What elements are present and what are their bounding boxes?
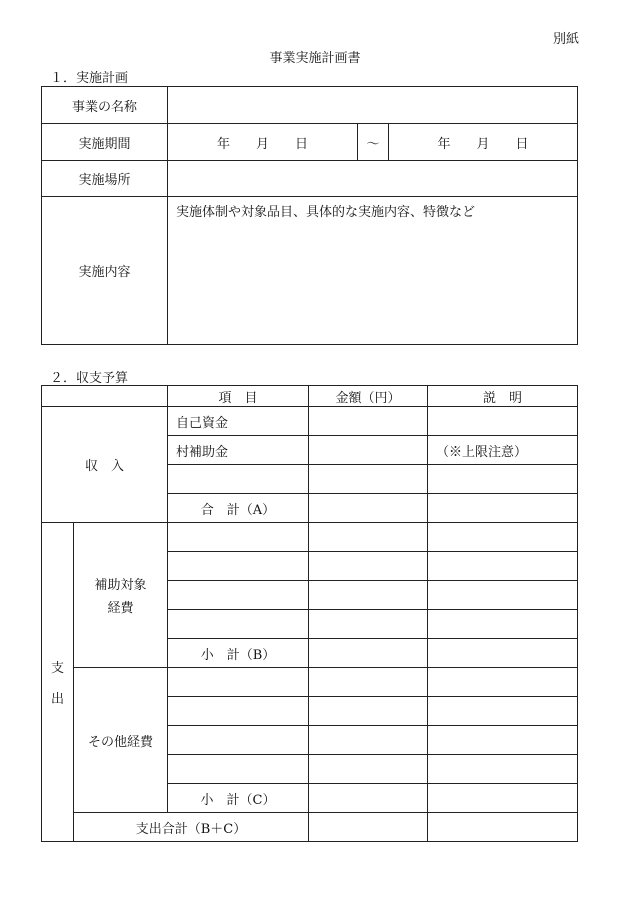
subsidy-item[interactable] (168, 581, 309, 610)
income-item[interactable]: 自己資金 (168, 407, 309, 436)
header-item: 項 目 (168, 386, 309, 407)
other-subtotal-label: 小 計（C） (168, 784, 309, 813)
other-note[interactable] (428, 697, 578, 726)
subsidy-note[interactable] (428, 581, 578, 610)
income-total-amount[interactable] (309, 494, 428, 523)
other-amount[interactable] (309, 726, 428, 755)
income-amount[interactable] (309, 407, 428, 436)
content-label: 実施内容 (42, 197, 168, 345)
place-label: 実施場所 (42, 161, 168, 197)
income-total-label: 合 計（A） (168, 494, 309, 523)
expense-grand-total-label: 支出合計（B＋C） (74, 813, 309, 842)
other-amount[interactable] (309, 755, 428, 784)
subsidy-note[interactable] (428, 523, 578, 552)
content-field[interactable]: 実施体制や対象品目、具体的な実施内容、特徴など (168, 197, 578, 345)
subsidy-amount[interactable] (309, 523, 428, 552)
header-amount: 金額（円） (309, 386, 428, 407)
other-amount[interactable] (309, 668, 428, 697)
income-note[interactable] (428, 465, 578, 494)
document-title: 事業実施計画書 (269, 51, 361, 66)
other-amount[interactable] (309, 697, 428, 726)
other-expense-label: その他経費 (74, 668, 168, 813)
other-subtotal-amount[interactable] (309, 784, 428, 813)
subsidy-note[interactable] (428, 610, 578, 639)
income-amount[interactable] (309, 465, 428, 494)
other-item[interactable] (168, 755, 309, 784)
income-note[interactable] (428, 407, 578, 436)
section-plan-heading: １．実施計画 (50, 71, 129, 86)
income-note[interactable]: （※上限注意） (428, 436, 578, 465)
subsidy-item[interactable] (168, 523, 309, 552)
subsidy-subtotal-amount[interactable] (309, 639, 428, 668)
period-separator: ～ (358, 124, 389, 161)
plan-table (41, 86, 578, 345)
attachment-label: 別紙 (552, 32, 579, 47)
subsidy-expense-label: 補助対象 経費 (74, 523, 168, 668)
subsidy-subtotal-note[interactable] (428, 639, 578, 668)
other-item[interactable] (168, 697, 309, 726)
place-field[interactable] (168, 161, 578, 197)
section-budget-heading: ２．収支予算 (50, 371, 129, 386)
income-label: 収 入 (42, 407, 168, 523)
project-name-label: 事業の名称 (42, 87, 168, 124)
period-label: 実施期間 (42, 124, 168, 161)
subsidy-item[interactable] (168, 610, 309, 639)
subsidy-amount[interactable] (309, 581, 428, 610)
other-note[interactable] (428, 755, 578, 784)
expense-label: 支 出 (42, 523, 74, 842)
income-item[interactable]: 村補助金 (168, 436, 309, 465)
period-start-field[interactable]: 年 月 日 (168, 124, 358, 161)
budget-table (41, 385, 578, 842)
subsidy-note[interactable] (428, 552, 578, 581)
subsidy-amount[interactable] (309, 610, 428, 639)
other-note[interactable] (428, 668, 578, 697)
subsidy-amount[interactable] (309, 552, 428, 581)
other-subtotal-note[interactable] (428, 784, 578, 813)
project-name-field[interactable] (168, 87, 578, 124)
expense-grand-total-amount[interactable] (309, 813, 428, 842)
income-amount[interactable] (309, 436, 428, 465)
other-item[interactable] (168, 726, 309, 755)
other-note[interactable] (428, 726, 578, 755)
header-note: 説 明 (428, 386, 578, 407)
subsidy-item[interactable] (168, 552, 309, 581)
subsidy-subtotal-label: 小 計（B） (168, 639, 309, 668)
period-end-field[interactable]: 年 月 日 (389, 124, 578, 161)
income-total-note[interactable] (428, 494, 578, 523)
expense-grand-total-note[interactable] (428, 813, 578, 842)
income-item[interactable] (168, 465, 309, 494)
other-item[interactable] (168, 668, 309, 697)
header-blank (42, 386, 168, 407)
